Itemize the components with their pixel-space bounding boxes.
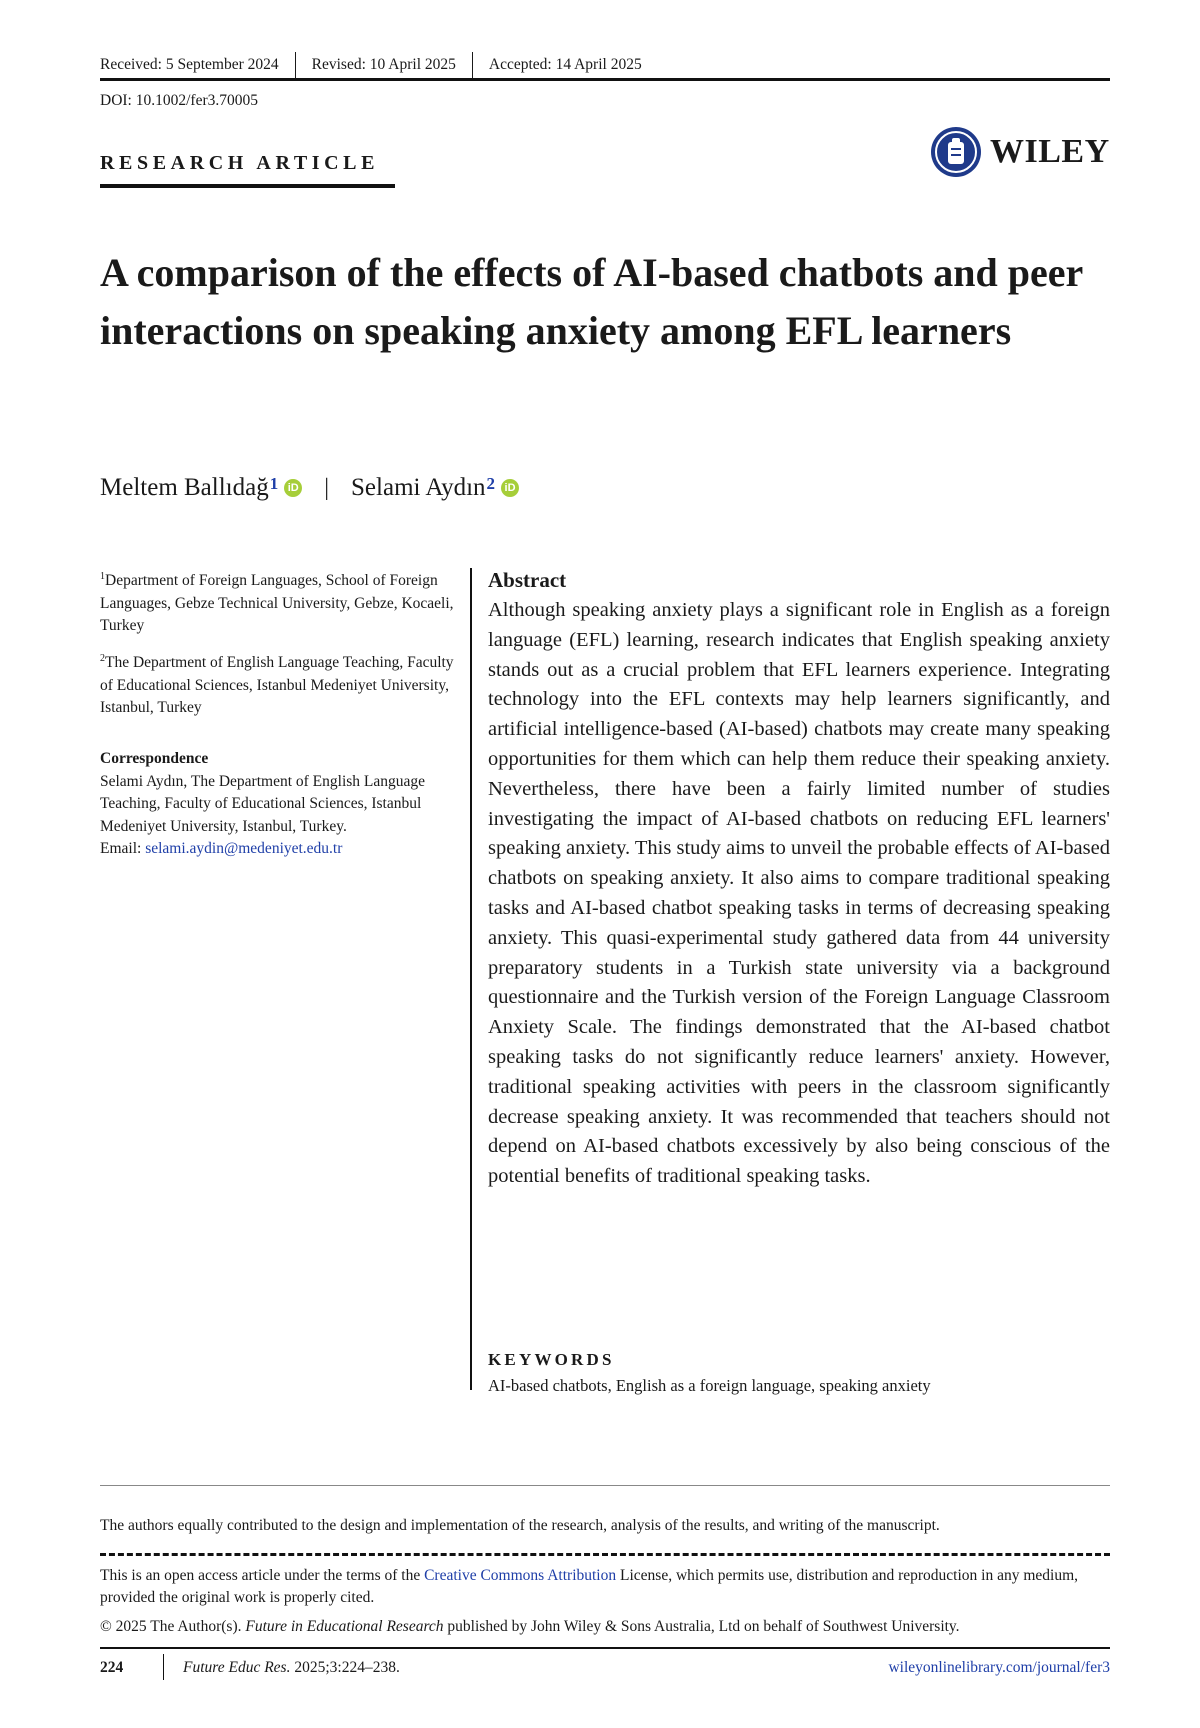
author-name: Selami Aydın	[351, 474, 486, 501]
accepted-date: Accepted: 14 April 2025	[488, 56, 642, 73]
received-date: Received: 5 September 2024	[100, 56, 279, 73]
article-dates	[100, 52, 642, 78]
footnote-rule	[100, 1485, 1110, 1486]
page-number: 224	[100, 1659, 124, 1676]
author-affiliation-marker[interactable]: 2	[486, 474, 496, 493]
correspondence-text: Selami Aydın, The Department of English Language Teaching, Faculty of Educational Sciences, Istanbul Medeniyet University, Istanbul, Turkey.	[100, 772, 426, 835]
license-text: License, which permits use, distribution and reproduction in any medium, provided the original work is properly cited.	[100, 1567, 1079, 1606]
contribution-note: The authors equally contributed to the design and implementation of the research, analysis of the results, and writing of the manuscript.	[100, 1517, 940, 1534]
keywords-heading: KEYWORDS	[488, 1350, 615, 1369]
correspondence-heading: Correspondence	[100, 750, 209, 767]
affiliation-marker: 1	[100, 571, 105, 582]
journal-abbrev: Future Educ Res.	[183, 1659, 291, 1676]
correspondence-email-line	[100, 838, 460, 861]
wiley-seal-icon	[930, 126, 982, 178]
copyright-text: © 2025 The Author(s).	[100, 1618, 246, 1635]
publisher-name: WILEY	[990, 133, 1110, 170]
revised-date: Revised: 10 April 2025	[311, 56, 456, 73]
author-separator: |	[324, 474, 330, 501]
journal-citation	[183, 1659, 400, 1677]
article-title: A comparison of the effects of AI-based chatbots and peer interactions on speaking anxiety among EFL learners	[100, 250, 1083, 353]
date-divider	[295, 52, 296, 78]
license-text: This is an open access article under the terms of the	[100, 1567, 425, 1584]
email-label: Email:	[100, 840, 142, 857]
affiliation	[100, 566, 460, 638]
footer-divider	[163, 1654, 164, 1680]
article-type: RESEARCH ARTICLE	[100, 152, 380, 174]
header-rule	[100, 78, 1110, 81]
email-link[interactable]: selami.aydin@medeniyet.edu.tr	[145, 840, 343, 857]
article-type-underline	[100, 184, 395, 188]
author-list	[100, 474, 519, 502]
license-note	[100, 1565, 1110, 1609]
author-affiliation-marker[interactable]: 1	[269, 474, 279, 493]
date-divider	[472, 52, 473, 78]
affiliation-text: The Department of English Language Teaching, Faculty of Educational Sciences, Istanbul Medeniyet University, Istanbul, Turkey	[100, 654, 454, 717]
publisher-logo	[930, 126, 1110, 178]
orcid-icon[interactable]: iD	[501, 479, 519, 497]
journal-url[interactable]: wileyonlinelibrary.com/journal/fer3	[888, 1659, 1110, 1676]
keywords-text: AI-based chatbots, English as a foreign language, speaking anxiety	[488, 1376, 931, 1395]
abstract-heading: Abstract	[488, 568, 567, 592]
citation-text: 2025;3:224–238.	[290, 1659, 400, 1676]
affiliation	[100, 648, 460, 720]
orcid-icon[interactable]: iD	[284, 479, 302, 497]
footer-rule	[100, 1647, 1110, 1649]
abstract-rule	[470, 568, 472, 1390]
doi[interactable]: DOI: 10.1002/fer3.70005	[100, 92, 258, 109]
copyright-note	[100, 1618, 1110, 1636]
author-name: Meltem Ballıdağ	[100, 474, 269, 501]
journal-name: Future in Educational Research	[245, 1618, 444, 1635]
abstract-text: Although speaking anxiety plays a significant role in English as a foreign language (EFL) learning, research indicates that English speaking anxiety stands out as a crucial problem that EFL learners experience. Integrating technology into the EFL contexts may help learners significantly, and artificial intelligence-based (AI-based) chatbots may create many speaking opportunities for them which can help them reduce their speaking anxiety. Nevertheless, there have been a fairly limited number of studies investigating the impact of AI-based chatbots on reducing EFL learners' speaking anxiety. This study aims to unveil the probable effects of AI-based chatbots on speaking anxiety. It also aims to compare traditional speaking tasks and AI-based chatbot speaking tasks in terms of decreasing speaking anxiety. This quasi-experimental study gathered data from 44 university preparatory students in a Turkish state university via a background questionnaire and the Turkish version of the Foreign Language Classroom Anxiety Scale. The findings demonstrated that the AI-based chatbot speaking tasks do not significantly reduce learners' anxiety. However, traditional speaking activities with peers in the classroom significantly decrease speaking anxiety. It was recommended that teachers should not depend on AI-based chatbots excessively by also being conscious of the potential benefits of traditional speaking tasks.	[488, 599, 1110, 1188]
copyright-text: published by John Wiley & Sons Australia, Ltd on behalf of Southwest University.	[443, 1618, 960, 1635]
dashed-divider	[100, 1553, 1110, 1556]
correspondence	[100, 748, 460, 861]
affiliation-marker: 2	[100, 653, 105, 664]
affiliation-text: Department of Foreign Languages, School of Foreign Languages, Gebze Technical University, Gebze, Kocaeli, Turkey	[100, 572, 454, 635]
license-link[interactable]: Creative Commons Attribution	[424, 1567, 617, 1584]
